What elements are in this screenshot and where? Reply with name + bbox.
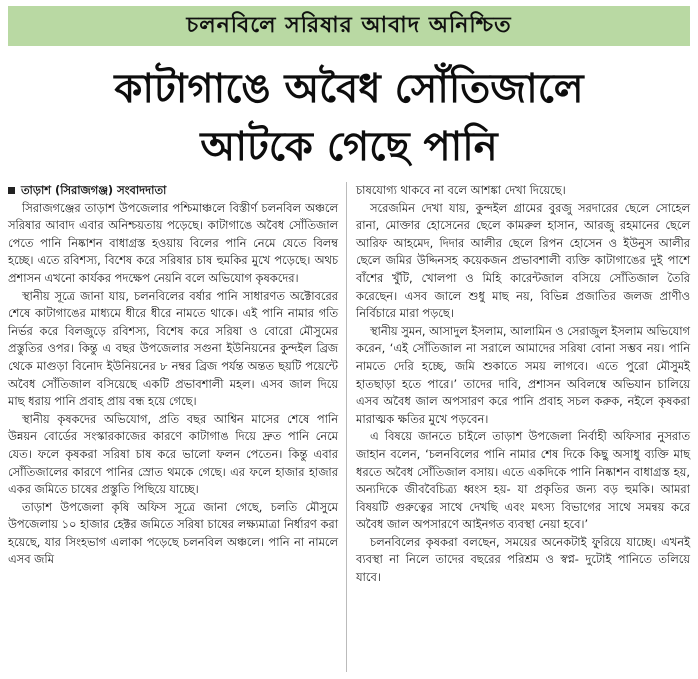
headline	[0, 60, 698, 176]
paragraph: স্থানীয় কৃষকদের অভিযোগ, প্রতি বছর আশ্বিন মাসের শেষে পানি উন্নয়ন বোর্ডের সংস্কারকাজের কারণে কাটাগাঙ দিয়ে দ্রুত পানি নেমে যেত। ফলে কৃষকরা সরিষা চাষ করে ভালো ফলন পেতেন। কিন্তু এবার সোঁতিজালের কারণে পানির স্রোত থমকে গেছে। এর ফলে হাজার হাজার একর জমিতে চাষের প্রস্তুতি পিছিয়ে যাচ্ছে।	[8, 411, 338, 497]
kicker-banner	[8, 6, 690, 46]
byline	[8, 182, 338, 200]
byline-text: তাড়াশ (সিরাজগঞ্জ) সংবাদদাতা	[21, 183, 167, 197]
headline-line-1: কাটাগাঙে অবৈধ সোঁতিজালে	[114, 66, 584, 112]
paragraph: এ বিষয়ে জানতে চাইলে তাড়াশ উপজেলা নির্বাহী অফিসার নুসরাত জাহান বলেন, ‘চলনবিলের পানি নামার শেষ দিকে কিছু অসাধু ব্যক্তি মাছ ধরতে অবৈধ সোঁতিজাল বসায়। এতে একদিকে পানি নিষ্কাশন বাধাগ্রস্ত হয়, অন্যদিকে জীববৈচিত্র্য ধ্বংস হয়- যা প্রকৃতির জন্য বড় হুমকি। আমরা বিষয়টি গুরুত্বের সাথে দেখছি এবং মৎস্য বিভাগের সাথে সমন্বয় করে অবৈধ জাল অপসারণে আইনগত ব্যবস্থা নেয়া হবে।’	[356, 429, 690, 532]
paragraph: সিরাজগঞ্জের তাড়াশ উপজেলার পশ্চিমাঞ্চলে বিস্তীর্ণ চলনবিল অঞ্চলে সরিষার আবাদ এবার অনিশ্চয়তায় পড়েছে। কাটাগাঙে অবৈধ সোঁতিজাল পেতে পানি নিষ্কাশন বাধাগ্রস্ত হওয়ায় বিলের পানি নেমে যেতে বিলম্ব হচ্ছে। এতে রবিশস্য, বিশেষ করে সরিষার চাষ হুমকির মুখে পড়েছে। অথচ প্রশাসন এখনো কার্যকর পদক্ষেপ নেয়নি বলে অভিযোগ কৃষকদের।	[8, 200, 338, 285]
paragraph: তাড়াশ উপজেলা কৃষি অফিস সূত্রে জানা গেছে, চলতি মৌসুমে উপজেলায় ১০ হাজার হেক্টর জমিতে সরিষা চাষের লক্ষ্যমাত্রা নির্ধারণ করা হয়েছে, যার সিংহভাগ এলাকা পড়েছে চলনবিল অঞ্চলে। পানি না নামলে এসব জমি	[8, 499, 338, 567]
kicker-text: চলনবিলে সরিষার আবাদ অনিশ্চিত	[186, 12, 512, 38]
paragraph: চলনবিলের কৃষকরা বলছেন, সময়ের অনেকটাই ফুরিয়ে যাচ্ছে। এখনই ব্যবস্থা না নিলে তাদের বছরের পরিশ্রম ও স্বপ্ন- দুটোই পানিতে তলিয়ে যাবে।	[356, 534, 690, 585]
bullet-icon	[8, 187, 15, 194]
paragraph: স্থানীয় সূত্রে জানা যায়, চলনবিলের বর্ষার পানি সাধারণত অক্টোবরের শেষে কাটাগাঙের মাধ্যমে ধীরে ধীরে নামতে থাকে। এই পানি নামার গতি নির্ভর করে বিলজুড়ে রবিশস্য, বিশেষ করে সরিষা ও বোরো মৌসুমের প্রস্তুতির ওপর। কিন্তু এ বছর উপজেলার সগুনা ইউনিয়নের কুন্দইল ব্রিজ থেকে মাগুড়া বিনোদ ইউনিয়নের ৮ নম্বর ব্রিজ পর্যন্ত অন্তত ছয়টি পয়েন্টে অবৈধ সোঁতিজাল বসিয়েছে একটি প্রভাবশালী মহল। এসব জাল দিয়ে মাছ ধরায় পানি প্রবাহ প্রায় বন্ধ হয়ে গেছে।	[8, 288, 338, 409]
left-column	[8, 182, 338, 569]
column-divider	[346, 182, 347, 672]
paragraph: চাষযোগ্য থাকবে না বলে আশঙ্কা দেখা দিয়েছে।	[356, 183, 566, 197]
paragraph: স্থানীয় সুমন, আসাদুল ইসলাম, আলামিন ও সেরাজুল ইসলাম অভিযোগ করেন, ‘এই সোঁতিজাল না সরালে আমাদের সরিষা বোনা সম্ভব নয়। পানি নামতে দেরি হচ্ছে, জমি শুকাতে সময় লাগবে। এতে পুরো মৌসুমই হাতছাড়া হতে পারে।’ তাদের দাবি, প্রশাসন অবিলম্বে অভিযান চালিয়ে এসব অবৈধ জাল অপসারণ করে পানি প্রবাহ সচল করুক, নইলে কৃষকরা মারাত্মক ক্ষতির মুখে পড়বেন।	[356, 323, 690, 426]
headline-line-2: আটকে গেছে পানি	[200, 124, 498, 170]
right-column	[356, 182, 690, 587]
paragraph: সরেজমিন দেখা যায়, কুন্দইল গ্রামের বুরজু সরদারের ছেলে সোহেল রানা, মোক্তার হোসেনের ছেলে কামরুল হাসান, আরজু রহমানের ছেলে আরিফ আহমেদ, দিদার আলীর ছেলে রিপন হোসেন ও ইউনুস আলীর ছেলে জমির উদ্দিনসহ কয়েকজন প্রভাবশালী ব্যক্তি কাটাগাঙের দুই পাশে বাঁশের খুঁটি, খোলপা ও মিহি কারেন্টজাল বসিয়ে সোঁতিজাল তৈরি করেছেন। এসব জালে শুধু মাছ নয়, বিভিন্ন প্রজাতির জলজ প্রাণীও নির্বিচারে মারা পড়ছে।	[356, 200, 690, 321]
